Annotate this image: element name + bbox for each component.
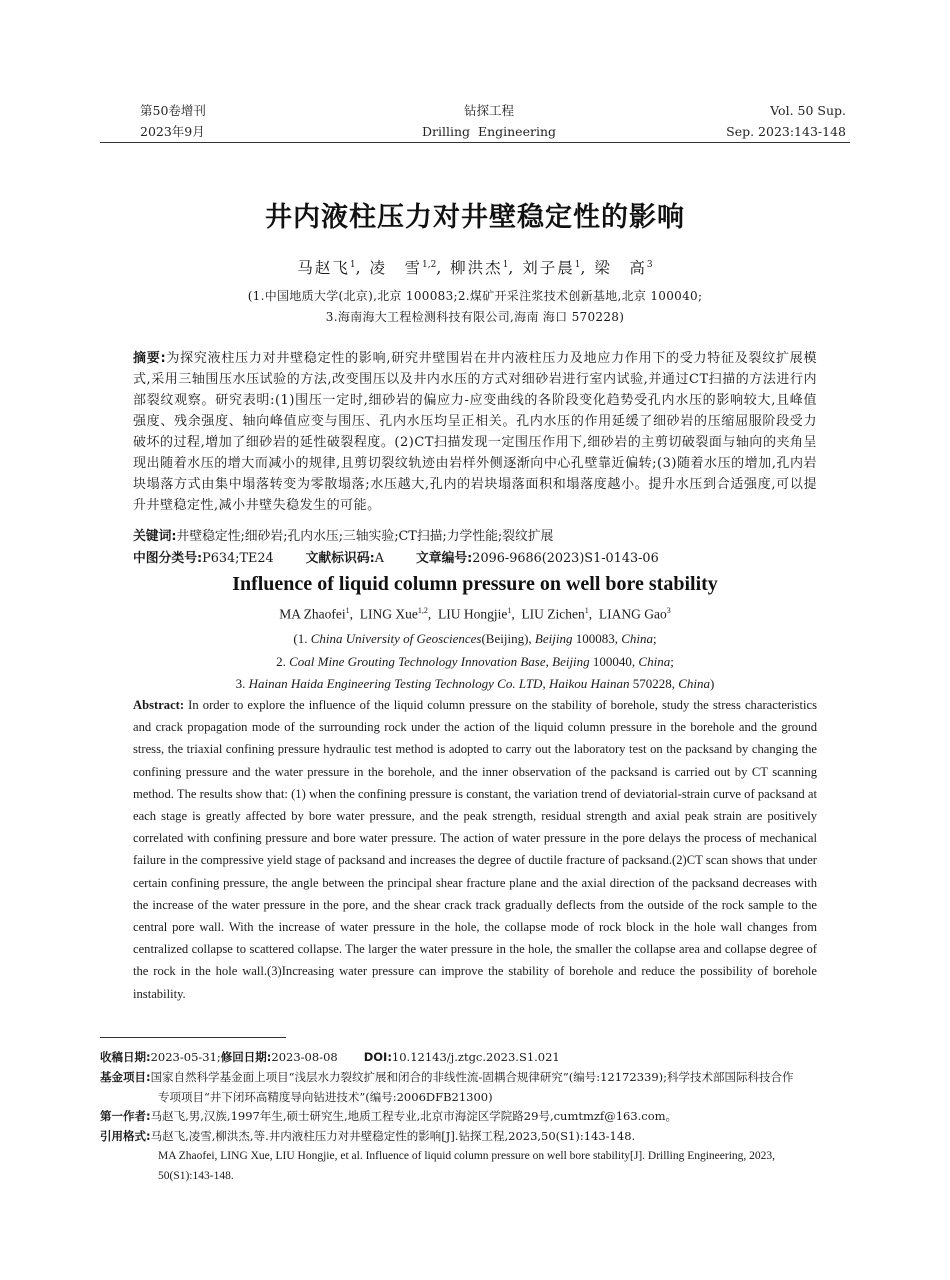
- received-value: 2023-05-31;: [150, 1050, 221, 1064]
- header-journal-cn: 钻探工程: [463, 103, 514, 118]
- doc-code-value: A: [374, 551, 384, 566]
- aff-institution: Hainan Haida Engineering Testing Technology Co. LTD, Haikou Hainan: [248, 676, 630, 691]
- fund-text-line1: 国家自然科学基金面上项目“浅层水力裂纹扩展和闭合的非线性流-固耦合规律研究”(编号:12172339);科学技术部国际科技合作: [150, 1070, 794, 1084]
- author-name-en: LIANG Gao: [598, 606, 667, 622]
- author-name: 梁 高: [594, 259, 647, 277]
- author-list-cn: 马赵飞$^1$, 凌 雪$^{1,2}$, 柳洪杰$^1$, 刘子晨$^1$, 梁 高$^3$: [297, 259, 653, 277]
- author-name: 凌 雪: [369, 259, 422, 277]
- aff-city: Beijing: [534, 631, 573, 646]
- author-affiliation-mark-en: 1: [507, 606, 512, 615]
- doi-value: 10.12143/j.ztgc.2023.S1.021: [391, 1050, 560, 1064]
- footnote-dates: [100, 1047, 850, 1067]
- fund-label: 基金项目:: [100, 1070, 151, 1084]
- first-author-value: 马赵飞,男,汉族,1997年生,硕士研究生,地质工程专业,北京市海淀区学院路29号,cumtmzf@163.com。: [150, 1109, 678, 1123]
- footnote-fund: [100, 1067, 850, 1107]
- revised-value: 2023-08-08: [271, 1050, 338, 1064]
- author-name-en: LIU Zichen: [521, 606, 585, 622]
- doc-code-label: 文献标识码:: [305, 551, 375, 566]
- clc-label: 中图分类号:: [133, 551, 203, 566]
- aff-postcode: 100083,: [572, 631, 622, 646]
- aff-country: China: [638, 654, 671, 669]
- author-affiliation-mark: 3: [646, 260, 653, 270]
- header-journal-en: Drilling Engineering: [421, 124, 557, 139]
- aff-text: ;: [670, 654, 674, 669]
- affiliation-cn-line1: (1.中国地质大学(北京),北京 100083;2.煤矿开采注浆技术创新基地,北京 100040;: [247, 289, 703, 303]
- header-pages: Sep. 2023:143-148: [726, 124, 846, 139]
- article-number-value: 2096-9686(2023)S1-0143-06: [472, 551, 659, 566]
- first-author-label: 第一作者:: [100, 1109, 151, 1123]
- author-name-en: MA Zhaofei: [279, 606, 346, 622]
- aff-text: ;: [653, 631, 657, 646]
- aff-text: (Beijing),: [481, 631, 535, 646]
- author-affiliation-mark-en: 1: [584, 606, 589, 615]
- aff-text: ): [710, 676, 715, 691]
- author-affiliation-mark: 1,2: [421, 260, 437, 270]
- abstract-en: [133, 694, 817, 1005]
- aff-postcode: 570228,: [629, 676, 679, 691]
- header-citation: [726, 100, 846, 142]
- author-name: 刘子晨: [522, 259, 575, 277]
- fund-text-line2: 专项项目“井下闭环高精度导向钻进技术”(编号:2006DFB21300): [158, 1090, 493, 1104]
- footnote-citation: [100, 1126, 850, 1186]
- author-affiliation-mark: 1: [502, 260, 509, 270]
- author-name: 马赵飞: [297, 259, 350, 277]
- doi-label: DOI:: [363, 1050, 392, 1064]
- author-name-en: LIU Hongjie: [437, 606, 508, 622]
- abstract-en-label: Abstract:: [133, 698, 185, 712]
- affiliation-en-line2: [0, 654, 950, 670]
- keywords-cn: [133, 527, 817, 547]
- affiliation-en-line3: [0, 676, 950, 692]
- author-name: 柳洪杰: [450, 259, 503, 277]
- abstract-cn-label: 摘要:: [133, 351, 167, 366]
- abstract-en-text: In order to explore the influence of the liquid column pressure on the stability of borehole, study the stress characteristics and crack propagation mode of the surrounding rock under the action of the liquid column pressure in the borehole and the ground stress, the triaxial confining pressure hydraulic test method is adopted to carry out the laboratory test on the packsand by changing the confining pressure and the water pressure in the borehole, and the inner observation of the packsand is carried out by CT scanning method. The results show that: (1) when the confining pressure is constant, the variation trend of deviatorial-strain curve of packsand at each stage is greatly affected by bore water pressure, and the peak strength, residual strength and axial peak strain are positively correlated with confining pressure and bore water pressure. The action of water pressure in the pore delays the process of mechanical failure in the compressive yield stage of packsand and increases the degree of ductile fracture of packsand.(2)CT scan shows that under certain confining pressure, the angle between the principal shear fracture plane and the axial direction of the packsand decreases with the increase of the water pressure in the pore, and the shear crack track gradually deflects from the outside of the rock sample to the central pore wall. With the increase of water pressure in the hole, the collapse mode of rock block in the hole wall changes from centralized collapse to scattered collapse. The larger the water pressure in the hole, the smaller the collapse area and collapse degree of the rock in the hole wall.(3)Increasing water pressure can improve the stability of borehole and reduce the possibility of borehole instability.: [133, 698, 817, 1001]
- citation-label: 引用格式:: [100, 1129, 151, 1143]
- affiliation-cn-line2: 3.海南海大工程检测科技有限公司,海南 海口 570228): [325, 310, 625, 324]
- citation-en-line2: 50(S1):143-148.: [158, 1170, 234, 1182]
- author-affiliation-mark-en: 1,2: [417, 606, 428, 615]
- author-list-en: MA Zhaofei$^1$, LING Xue$^{1,2}$, LIU Hongjie$^1$, LIU Zichen$^1$, LIANG Gao$^3$: [279, 606, 671, 622]
- revised-label: 修回日期:: [220, 1050, 272, 1064]
- author-name-en: LING Xue: [359, 606, 418, 622]
- author-affiliation-mark: 1: [349, 260, 356, 270]
- citation-cn: 马赵飞,凌雪,柳洪杰,等.井内液柱压力对井壁稳定性的影响[J].钻探工程,2023,50(S1):143-148.: [150, 1129, 636, 1143]
- header-vol-en: Vol. 50 Sup.: [770, 103, 846, 118]
- footnote-rule: [100, 1037, 286, 1038]
- aff-text: 2.: [276, 654, 290, 669]
- article-title-en: Influence of liquid column pressure on well bore stability: [232, 573, 718, 595]
- citation-en-line1: MA Zhaofei, LING Xue, LIU Hongjie, et al. Influence of liquid column pressure on well bore stability[J]. Drilling Engineering, 2023,: [158, 1150, 776, 1162]
- keywords-text: 井壁稳定性;细砂岩;孔内水压;三轴实验;CT扫描;力学性能;裂纹扩展: [176, 529, 554, 544]
- received-label: 收稿日期:: [100, 1050, 151, 1064]
- author-affiliation-mark-en: 3: [666, 606, 671, 615]
- abstract-cn-text: 为探究液柱压力对井壁稳定性的影响,研究井壁围岩在井内液柱压力及地应力作用下的受力特征及裂纹扩展模式,采用三轴围压水压试验的方法,改变围压以及井内水压的方式对细砂岩进行室内试验,并通过CT扫描的方法进行内部裂纹观察。研究表明:(1)围压一定时,细砂岩的偏应力-应变曲线的各阶段变化趋势受孔内水压的影响较大,且峰值强度、残余强度、轴向峰值应变与围压、孔内水压均呈正相关。孔内水压的作用延缓了细砂岩的压缩屈服阶段受力破坏的过程,增加了细砂岩的延性破裂程度。(2)CT扫描发现一定围压作用下,细砂岩的主剪切破裂面与轴向的夹角呈现出随着水压的增大而减小的规律,且剪切裂纹轨迹由岩样外侧逐渐向中心孔壁靠近偏转;(3)随着水压的增加,孔内岩块塌落方式由集中塌落转变为零散塌落;水压越大,孔内的岩块塌落面积和塌落度越小。提升水压到合适强度,可以提升井壁稳定性,减小井壁失稳发生的可能。: [133, 351, 817, 513]
- author-affiliation-mark-en: 1: [345, 606, 350, 615]
- keywords-label: 关键词:: [133, 529, 177, 544]
- running-header: [132, 100, 846, 140]
- aff-postcode: 100040,: [589, 654, 639, 669]
- header-date-line: 2023年9月: [140, 124, 205, 139]
- header-rule: [100, 142, 850, 143]
- aff-text: 3.: [235, 676, 249, 691]
- classification-line: [133, 549, 817, 569]
- article-number-label: 文章编号:: [415, 551, 473, 566]
- aff-text: (1.: [293, 631, 311, 646]
- clc-value: P634;TE24: [202, 551, 274, 566]
- footnote-first-author: [100, 1106, 850, 1126]
- aff-country: China: [621, 631, 653, 646]
- author-affiliation-mark: 1: [574, 260, 581, 270]
- aff-country: China: [678, 676, 711, 691]
- affiliation-en-line1: [0, 631, 950, 647]
- abstract-cn: [133, 348, 817, 516]
- article-title-cn: 井内液柱压力对井壁稳定性的影响: [265, 202, 685, 233]
- header-volume-line: 第50卷增刊: [140, 103, 206, 118]
- aff-institution: China University of Geosciences: [310, 631, 482, 646]
- aff-institution: Coal Mine Grouting Technology Innovation Base, Beijing: [289, 654, 590, 669]
